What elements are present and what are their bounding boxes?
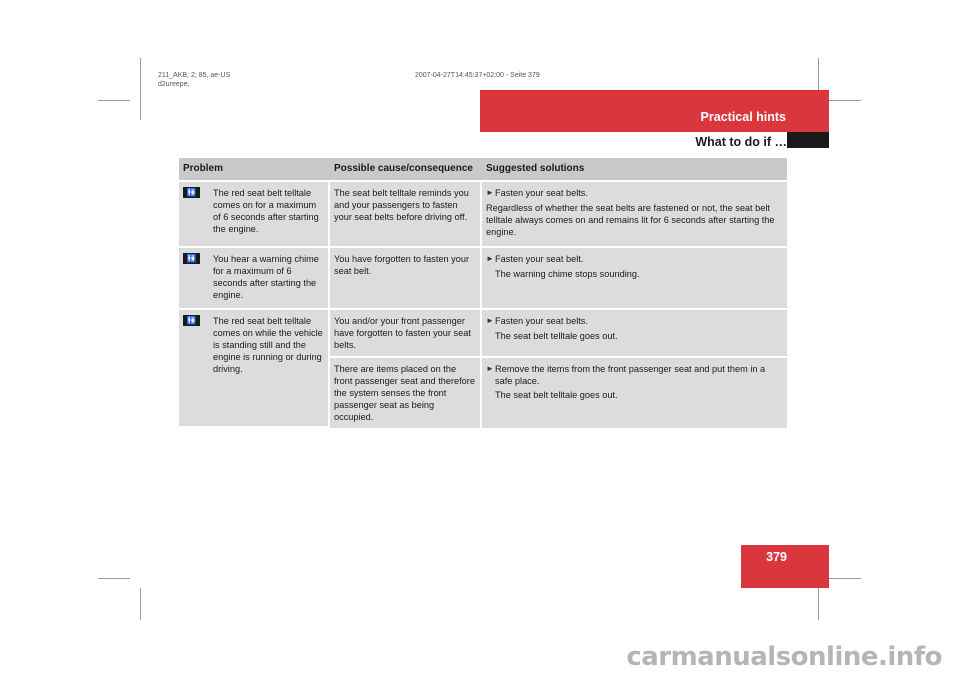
solution-cell [482,182,787,246]
solution-note: The seat belt telltale goes out. [495,331,618,341]
subsection-marker [787,132,829,148]
problem-text: The red seat belt telltale comes on for a maximum of 6 seconds after starting the engine. [213,188,319,234]
cause-cell: The seat belt telltale reminds you and your passengers to fasten your seat belts before driving off. [330,182,482,246]
cause-cell: You and/or your front passenger have forgotten to fasten your seat belts. [330,310,482,356]
problem-cell [179,248,330,308]
seatbelt-warning-icon: 🚻 [183,315,200,326]
print-meta-line2: d2ureepe, [158,81,190,88]
header-solution: Suggested solutions [486,163,585,174]
problem-cell [179,310,330,426]
print-timestamp: 2007-04-27T14:45:37+02:00 - Seite 379 [415,72,540,79]
table-row [179,246,787,308]
troubleshooting-table [179,158,787,426]
arrow-right-icon: ► [486,254,494,263]
solution-bullet: Fasten your seat belts. [495,188,588,198]
problem-text: You hear a warning chime for a maximum of 6 seconds after starting the engine. [213,254,319,300]
problem-cell [179,182,330,246]
section-title: Practical hints [700,110,786,124]
solution-note: The warning chime stops sounding. [495,269,640,279]
header-cause: Possible cause/consequence [334,163,473,174]
solution-bullet: Fasten your seat belt. [495,254,584,264]
print-meta-line1: 211_AKB; 2; 85, ae-US [158,72,231,79]
subsection-title: What to do if … [695,135,787,149]
arrow-right-icon: ► [486,364,494,373]
table-row [179,180,787,246]
sub-rows [330,310,787,426]
crop-mark [829,100,861,101]
crop-mark [98,578,130,579]
watermark: carmanualsonline.info [626,642,942,672]
sub-row [330,310,787,356]
solution-bullet: Fasten your seat belts. [495,316,588,326]
header-problem: Problem [183,163,224,174]
arrow-right-icon: ► [486,188,494,197]
table-row [179,308,787,426]
problem-text: The red seat belt telltale comes on while the vehicle is standing still and the engine is running or during driving. [213,316,323,374]
print-meta [158,71,230,89]
cause-cell: You have forgotten to fasten your seat belt. [330,248,482,308]
seatbelt-warning-icon: 🚻 [183,253,200,264]
solution-cell [482,248,787,308]
section-header [480,90,829,132]
page-number-box [741,545,829,588]
table-header [179,158,787,180]
crop-mark [140,588,141,620]
sub-row [330,356,787,428]
solution-bullet: Remove the items from the front passenger seat and put them in a safe place. [495,364,766,386]
page-number: 379 [766,550,787,564]
crop-mark [140,58,141,120]
solution-cell [482,310,787,356]
solution-cell [482,358,787,428]
arrow-right-icon: ► [486,316,494,325]
crop-mark [818,588,819,620]
crop-mark [98,100,130,101]
solution-note: Regardless of whether the seat belts are fastened or not, the seat belt telltale always comes on and remains lit for 6 seconds after starting the engine. [486,203,775,237]
solution-note: The seat belt telltale goes out. [495,390,618,400]
cause-cell: There are items placed on the front passenger seat and therefore the system senses the front passenger seat as being occupied. [330,358,482,428]
crop-mark [829,578,861,579]
seatbelt-warning-icon: 🚻 [183,187,200,198]
